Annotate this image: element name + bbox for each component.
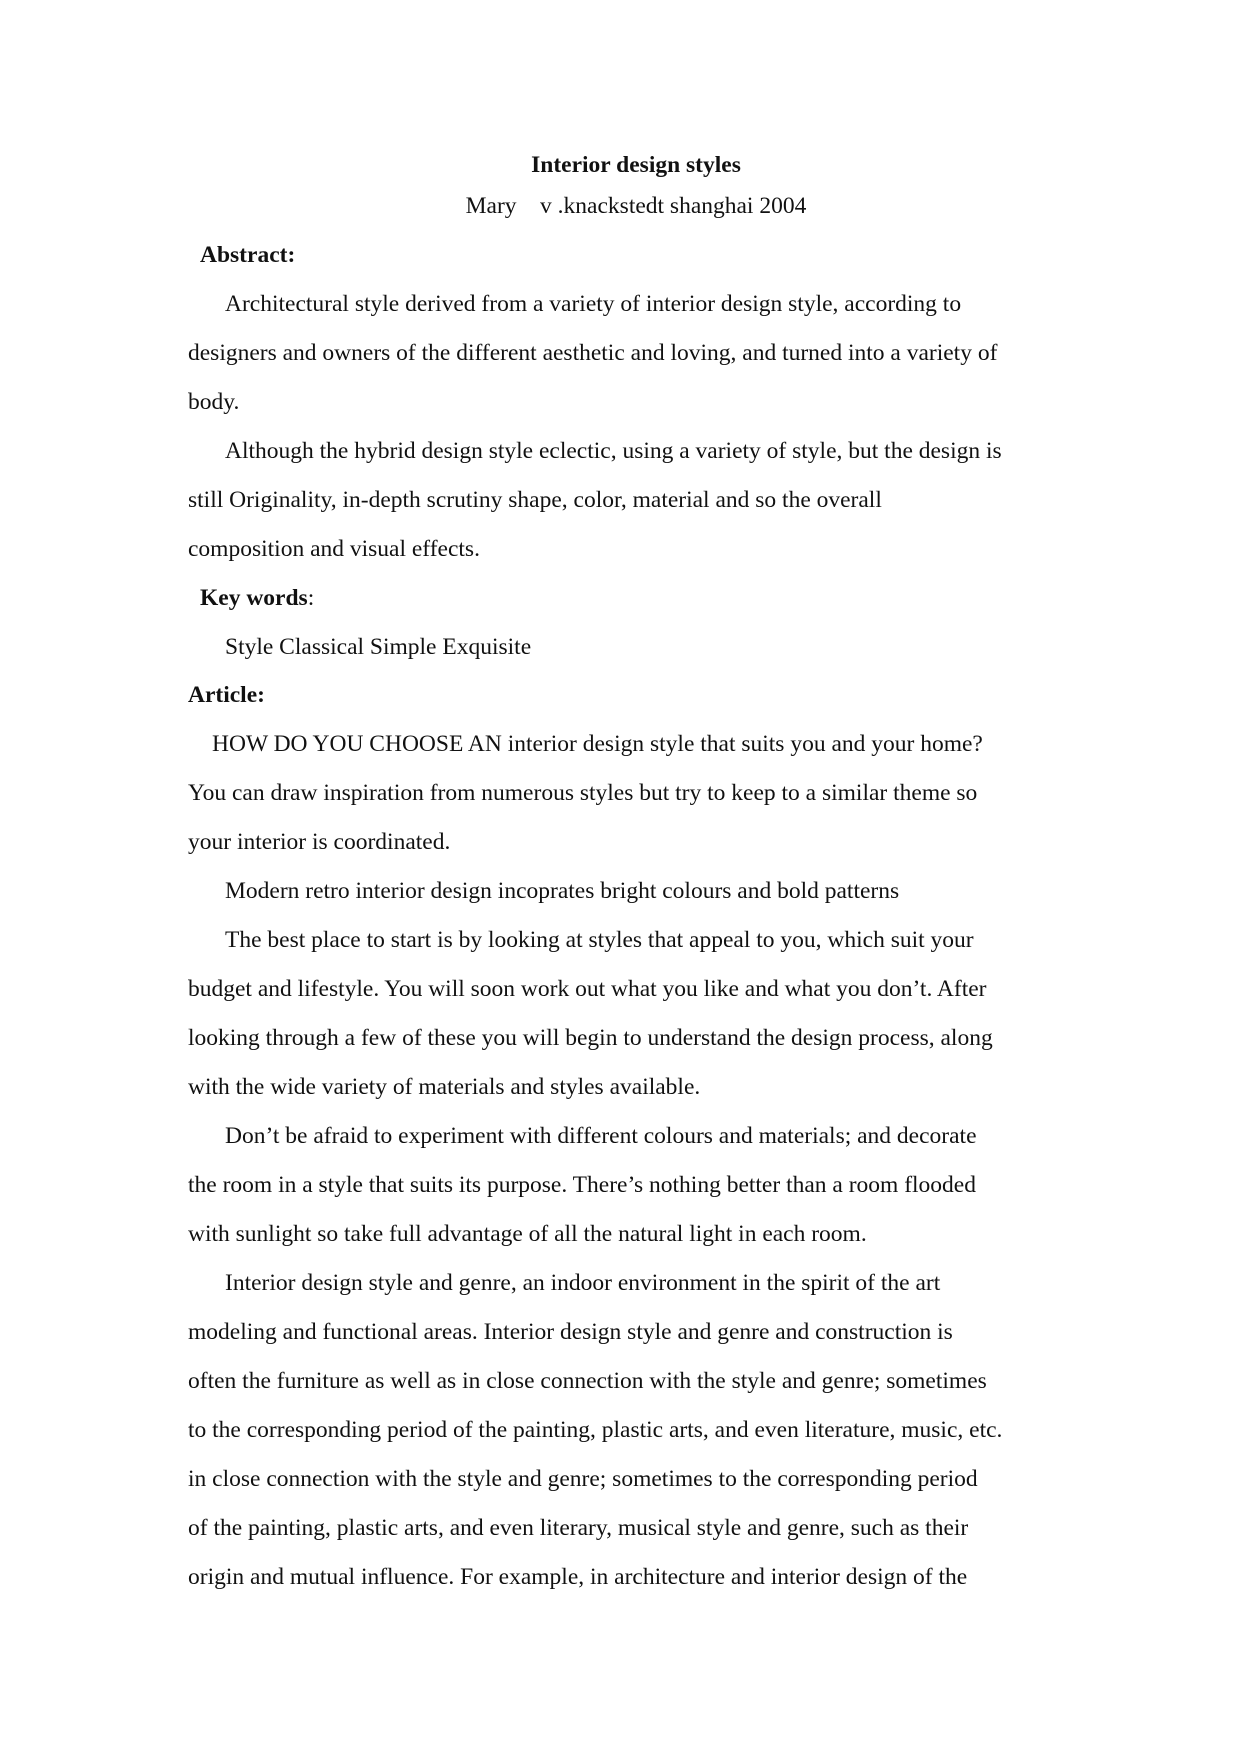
article-line: origin and mutual influence. For example, in architecture and interior design of the	[188, 1564, 968, 1590]
keywords-colon: :	[307, 585, 315, 611]
abstract-heading: Abstract:	[200, 242, 296, 268]
article-line: with the wide variety of materials and styles available.	[188, 1074, 701, 1100]
abstract-line: composition and visual effects.	[188, 536, 480, 562]
article-line: budget and lifestyle. You will soon work out what you like and what you don’t. After	[188, 976, 987, 1002]
article-line: Modern retro interior design incoprates bright colours and bold patterns	[225, 878, 900, 904]
article-line: looking through a few of these you will begin to understand the design process, along	[188, 1025, 993, 1051]
article-line: modeling and functional areas. Interior design style and genre and construction is	[188, 1319, 953, 1345]
article-line: with sunlight so take full advantage of all the natural light in each room.	[188, 1221, 867, 1247]
article-line: The best place to start is by looking at styles that appeal to you, which suit your	[225, 927, 974, 953]
article-line: You can draw inspiration from numerous styles but try to keep to a similar theme so	[188, 780, 978, 806]
article-line: Interior design style and genre, an indoor environment in the spirit of the art	[225, 1270, 941, 1296]
author-byline: Mary v .knackstedt shanghai 2004	[465, 193, 807, 219]
article-line: in close connection with the style and genre; sometimes to the corresponding period	[188, 1466, 978, 1492]
keywords-heading-row	[200, 583, 314, 613]
article-line: your interior is coordinated.	[188, 829, 451, 855]
keywords-value: Style Classical Simple Exquisite	[225, 634, 532, 660]
article-line: to the corresponding period of the painting, plastic arts, and even literature, music, etc.	[188, 1417, 1003, 1443]
abstract-line: designers and owners of the different aesthetic and loving, and turned into a variety of	[188, 340, 998, 366]
keywords-heading: Key words	[200, 585, 308, 611]
article-line: HOW DO YOU CHOOSE AN interior design style that suits you and your home?	[212, 731, 983, 757]
abstract-line: Although the hybrid design style eclectic, using a variety of style, but the design is	[225, 438, 1002, 464]
article-line: the room in a style that suits its purpose. There’s nothing better than a room flooded	[188, 1172, 976, 1198]
article-line: of the painting, plastic arts, and even literary, musical style and genre, such as their	[188, 1515, 969, 1541]
article-line: often the furniture as well as in close connection with the style and genre; sometimes	[188, 1368, 987, 1394]
document-title: Interior design styles	[531, 152, 741, 178]
article-line: Don’t be afraid to experiment with different colours and materials; and decorate	[225, 1123, 977, 1149]
abstract-line: Architectural style derived from a variety of interior design style, according to	[225, 291, 962, 317]
article-heading: Article:	[188, 682, 265, 708]
abstract-line: still Originality, in-depth scrutiny shape, color, material and so the overall	[188, 487, 882, 513]
abstract-line: body.	[188, 389, 240, 415]
